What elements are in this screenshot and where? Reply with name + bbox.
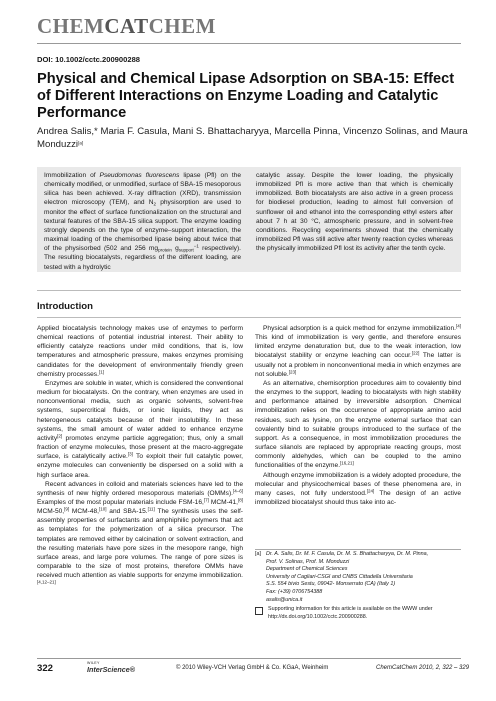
article-title: Physical and Chemical Lipase Adsorption on SBA-15: Effect of Different Interactions on Enzyme Loading and Catalytic Performance [37,71,455,121]
affiliation-footnote: [a] Dr. A. Salis, Dr. M. F. Casula, Dr. M. S. Bhattacharyya, Dr. M. Pinna, Prof. V. Solinas, Prof. M. Monduzzi Department of Chemical Sciences University of Cagliari-CSGI and CNBS Cittadella Universitaria S.S. 554 bivio Sestu, 09042- Monserrato (CA) (Italy 1) Fax: (+39) 0706754388 asalis@unica.it Supporting information for this article is available on the WWW under http://dx.doi.org/10.1002/cctc.200900288. [255,551,433,620]
page-number: 322 [37,663,54,674]
footer-rule [37,658,461,659]
supporting-info-icon [255,607,263,615]
author-list: Andrea Salis,* Maria F. Casula, Mani S. Bhattacharyya, Marcella Pinna, Vincenzo Solinas, and Maura Monduzzi[a] [37,126,468,150]
section-rule-bottom [37,317,461,318]
header-rule [37,43,461,44]
abstract-column-2: catalytic assay. Despite the lower loading, the physically immobilized Pfl is more active than that which is chemically immobilized. Both biocatalysts are also active in a green process for biodiesel production, leading to almost full conversion of sunflower oil and ethanol into the corresponding ethyl esters after about 7 h at 30 °C, atmospheric pressure, and in solvent-free conditions. Recycling experiments showed that the chemically immobilized Pfl was still active after twenty reaction cycles whereas the physically immobilized Pfl lost its activity after the tenth cycle. [256,172,453,253]
footnote-rule [255,549,461,550]
section-heading: Introduction [37,301,93,312]
paragraph: As an alternative, chemisorption procedures aim to covalently bind the enzymes to the support, leading to biocatalysts with high stability and performance attained by irreversible adsorption. Chemical immobilization relies on the occurrence of appropriate amino acid residues, such as lysine, on the enzyme external surface that can covalently bind to suitable groups introduced to the surface of the support. As a consequence, in most immobilization procedures the surface silanols are replaced by appropriate reacting groups, most commonly aldehydes, which can be coupled to the amino functionalities of the enzyme.[16,21] [255,379,461,470]
supporting-info-link[interactable]: http://dx.doi.org/10.1002/cctc.200900288. [268,613,368,620]
section-rule-top [37,290,461,291]
paragraph: Enzymes are soluble in water, which is considered the conventional medium for biocatalysts. On the contrary, when enzymes are used in nonconventional media, such as organic solvents, solvent-free systems, supercritical fluids, or ionic liquids, they act as heterogeneous catalysts because of their insolubility. In these systems, the small amount of water added to enhance enzyme activity[2] promotes enzyme particle aggregation; thus, only a small fraction of enzyme molecules, those present at the macro-aggregate surface, is catalytically active.[3] To exploit their full catalytic power, enzyme molecules can conveniently be dispersed on a solid with a high surface area. [37,379,244,479]
email-link[interactable]: asalis@unica.it [266,596,303,603]
paragraph: Applied biocatalysis technology makes use of enzymes to perform chemical reactions of potential industrial interest. Their ability to efficiently catalyze reactions under mild conditions, that is, low temperatures and atmospheric pressure, makes enzymes promising candidates for the development of environmentally friendly green chemistry processes.[1] [37,325,243,378]
body-column-2 [255,324,461,507]
paragraph: Although enzyme immobilization is a widely adopted procedure, the molecular and physicochemical bases of these phenomena are, in many cases, not fully understood.[24] The design of an active immobilized biocatalyst should thus take into ac- [255,471,461,506]
doi-line[interactable]: DOI: 10.1002/cctc.200900288 [37,55,141,64]
paragraph: Recent advances in colloid and materials sciences have led to the synthesis of new highly ordered mesoporous materials (OMMs).[4–6] Examples of the most popular materials include FSM-16,[7] MCM-41,[8] MCM-50,[9] MCM-48,[10] and SBA-15.[11] The synthesis uses the self-assembly properties of surfactants and amphiphilic polymers that act as templates for the polymerization of a silica precursor. The templates are removed either by calcination or solvent extraction, and the resulting materials have pore sizes in the mesopore range, high surface areas, and large pore volumes. The range of pore sizes is comparable to the size of most proteins, therefore OMMs have received much attention as viable supports for enzyme immobilization.[4,12–21] [37,480,243,585]
interscience-logo: WILEY InterScience® [87,661,136,674]
paragraph: Physical adsorption is a quick method for enzyme immobilization.[4] This kind of immobilization is very gentle, and therefore ensures limited enzyme denaturation but, due to the weak interaction, low biocatalyst stability or enzyme leaching can occur.[22] The latter is usually not a problem in nonconventional media in which enzymes are not soluble.[23] [255,323,461,378]
body-column-1 [37,324,243,590]
abstract-column-1: Immobilization of Pseudomonas fluorescens lipase (Pfl) on the chemically modified, or unmodified, surface of SBA-15 mesoporous silica has been achieved. X-ray diffraction (XRD), transmission electron microscopy (TEM), and $N_2$ physisorption are used to monitor the effect of surface functionalization on the structural and textural features of the SBA-15 silica support. The enzyme loading strongly depends on the type of enzyme–support interaction, the maximal loading of the chemisorbed lipase being about twice that of the physisorbed (502 and 256 $mg_{protein}$ $g_{support}^{-1}$ respectively). The resulting biocatalysts, regardless of the different loading, are tested with a hydrolytic [44,172,241,271]
journal-name: CHEMCATCHEM [37,14,216,38]
journal-citation: ChemCatChem 2010, 2, 322 – 329 [376,665,470,671]
copyright-notice: © 2010 Wiley-VCH Verlag GmbH & Co. KGaA, Weinheim [176,665,329,671]
